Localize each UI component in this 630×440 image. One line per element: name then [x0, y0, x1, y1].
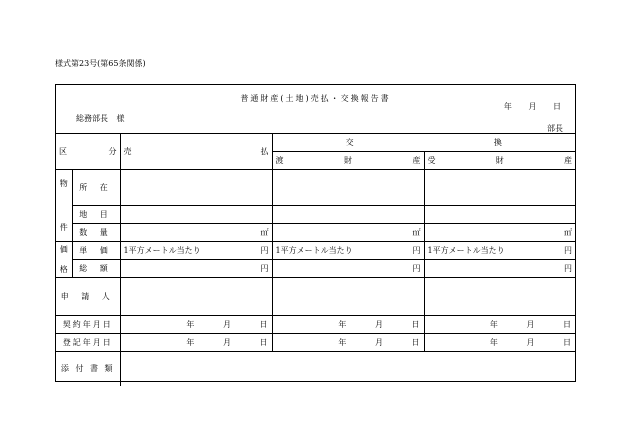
- sale-area-unit: ㎡: [120, 224, 272, 242]
- report-form: [55, 84, 576, 382]
- total-row: [56, 260, 575, 278]
- location-row: [56, 170, 575, 206]
- report-date: 年 月 日: [503, 102, 561, 111]
- given-area-unit: ㎡: [272, 224, 424, 242]
- sale-location: [120, 170, 272, 206]
- received-location: [424, 170, 575, 206]
- sale-applicant: [120, 278, 272, 316]
- unit-price-row: [56, 242, 575, 260]
- exchange-header: [272, 134, 575, 152]
- sender-department: 部長: [547, 124, 563, 133]
- harai-label: 払: [260, 147, 269, 156]
- given-3: 産: [412, 156, 421, 165]
- kou-label: 交: [345, 138, 354, 147]
- sale-contract-date: 年 月 日: [120, 316, 272, 334]
- unit-price-label: 単 価: [72, 242, 120, 260]
- sale-unit-price: [120, 242, 272, 260]
- kubun-label: 区: [59, 147, 67, 156]
- given-unit-price: [272, 242, 424, 260]
- given-1: 渡: [275, 156, 284, 165]
- registration-date-label: 登記年月日: [56, 334, 120, 352]
- given-property-header: [272, 152, 424, 170]
- sale-registration-date: 年 月 日: [120, 334, 272, 352]
- given-land-category: [272, 206, 424, 224]
- land-category-row: [56, 206, 575, 224]
- kan-label: 換: [493, 138, 502, 147]
- given-contract-date: 年 月 日: [272, 316, 424, 334]
- contract-date-row: [56, 316, 575, 334]
- applicant-row: [56, 278, 575, 316]
- location-label: 所 在: [72, 170, 120, 206]
- contract-date-label: 契約年月日: [56, 316, 120, 334]
- received-area-unit: ㎡: [424, 224, 575, 242]
- bun-label: 分: [108, 147, 117, 156]
- given-registration-date: 年 月 日: [272, 334, 424, 352]
- received-total-yen: 円: [424, 260, 575, 278]
- report-title: 普通財産(土地)売払・交換報告書: [240, 94, 391, 103]
- given-2: 財: [344, 156, 352, 165]
- kaku-char: 格: [59, 264, 68, 274]
- sale-unit-price-yen: 円: [260, 246, 269, 255]
- received-unit-price-yen: 円: [564, 246, 572, 255]
- registration-date-row: [56, 334, 575, 352]
- property-label: [56, 170, 72, 242]
- received-3: 産: [564, 156, 572, 165]
- given-location: [272, 170, 424, 206]
- header-row-1: [56, 134, 575, 152]
- received-land-category: [424, 206, 575, 224]
- given-total-yen: 円: [272, 260, 424, 278]
- form-id: 様式第23号(第65条関係): [55, 59, 146, 68]
- received-per-sqm: 1平方メートル当たり: [427, 246, 505, 255]
- attachments-value: [120, 352, 575, 386]
- price-label: [56, 242, 72, 278]
- report-table: [56, 133, 575, 386]
- applicant-label: 申 請 人: [56, 278, 120, 316]
- received-property-header: [424, 152, 575, 170]
- area-row: [56, 224, 575, 242]
- sale-land-category: [120, 206, 272, 224]
- given-applicant: [272, 278, 424, 316]
- kubun-header: [56, 134, 120, 170]
- received-2: 財: [495, 156, 504, 165]
- received-contract-date: 年 月 日: [424, 316, 575, 334]
- attachments-row: [56, 352, 575, 386]
- ka-char: 価: [59, 244, 68, 254]
- attachments-label: 添 付 書 類: [56, 352, 120, 386]
- sale-per-sqm: 1平方メートル当たり: [123, 246, 201, 255]
- addressee: 総務部長 様: [76, 114, 125, 123]
- ken-char: 件: [59, 222, 68, 232]
- given-per-sqm: 1平方メートル当たり: [275, 246, 353, 255]
- received-applicant: [424, 278, 575, 316]
- land-category-label: 地 目: [72, 206, 120, 224]
- area-label: 数 量: [72, 224, 120, 242]
- sale-header: [120, 134, 272, 170]
- sale-total-yen: 円: [120, 260, 272, 278]
- total-label: 総 額: [72, 260, 120, 278]
- sale-label: 売: [123, 147, 132, 156]
- mono-char: 物: [59, 178, 68, 188]
- received-1: 受: [427, 156, 436, 165]
- given-unit-price-yen: 円: [412, 246, 421, 255]
- received-unit-price: [424, 242, 575, 260]
- received-registration-date: 年 月 日: [424, 334, 575, 352]
